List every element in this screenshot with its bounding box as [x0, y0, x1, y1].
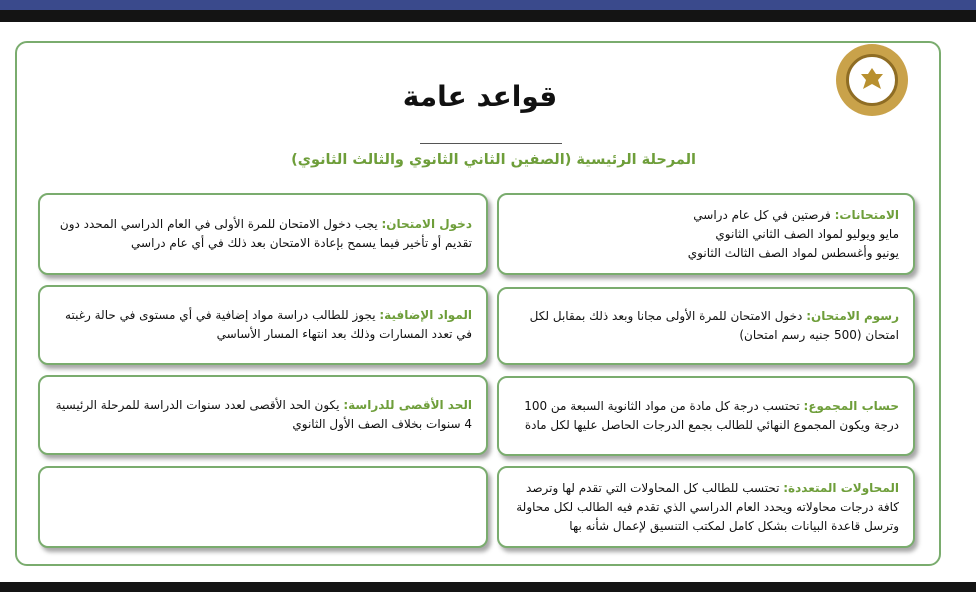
- card-label: المواد الإضافية:: [379, 308, 472, 322]
- card-body: تحتسب درجة كل مادة من مواد الثانوية السبعة من 100 درجة ويكون المجموع النهائي للطالب بجمع الدرجات الحاصل عليها لكل مادة: [524, 399, 899, 432]
- card-exams: [497, 193, 915, 275]
- card-label: رسوم الامتحان:: [806, 309, 899, 323]
- card-body: يجوز للطالب دراسة مواد إضافية في أي مستوى في حالة رغبته في تعدد المسارات وذلك بعد انتهاء المسار الأساسي: [65, 308, 472, 341]
- card-label: دخول الامتحان:: [381, 217, 472, 231]
- card-multiple-attempts: [497, 466, 915, 548]
- card-body: دخول الامتحان للمرة الأولى مجانا وبعد ذلك بمقابل لكل امتحان (500 جنيه رسم امتحان): [529, 309, 899, 342]
- title-divider: [420, 143, 562, 144]
- card-label: حساب المجموع:: [803, 399, 899, 413]
- card-body: تحتسب للطالب كل المحاولات التي تقدم لها وترصد كافة درجات محاولاته ويحدد العام الدراسي الذي تقدم فيه الطالب لكل محاولة وترسل قاعدة البيانات بشكل كامل لمكتب التنسيق لإعمال شأنه بها: [516, 480, 899, 533]
- card-exam-entry: [38, 193, 488, 275]
- ministry-of-education-seal-icon: [846, 54, 898, 106]
- card-label: الحد الأقصى للدراسة:: [343, 398, 472, 412]
- top-bar: [0, 0, 976, 22]
- ministry-logo: [836, 44, 908, 116]
- card-label: المحاولات المتعددة:: [783, 480, 899, 495]
- card-empty: [38, 466, 488, 548]
- bottom-bar: [0, 582, 976, 592]
- card-body: فرصتين في كل عام دراسي مايو ويوليو لمواد الصف الثاني الثانوي يونيو وأغسطس لمواد الصف الثالث الثانوي: [687, 207, 899, 260]
- page-subtitle: المرحلة الرئيسية (الصفين الثاني الثانوي والثالث الثانوي): [291, 152, 696, 168]
- card-label: الامتحانات:: [834, 207, 899, 222]
- card-exam-fees: [497, 287, 915, 365]
- card-body: يجب دخول الامتحان للمرة الأولى في العام الدراسي المحدد دون تقديم أو تأخير فيما يسمح بإعادة الامتحان بعد ذلك في أي عام دراسي: [59, 217, 472, 250]
- card-body: يكون الحد الأقصى لعدد سنوات الدراسة للمرحلة الرئيسية 4 سنوات بخلاف الصف الأول الثانوي: [55, 398, 472, 431]
- card-extra-subjects: [38, 285, 488, 365]
- card-total-calc: [497, 376, 915, 456]
- card-max-years: [38, 375, 488, 455]
- page-title: قواعد عامة: [402, 80, 558, 113]
